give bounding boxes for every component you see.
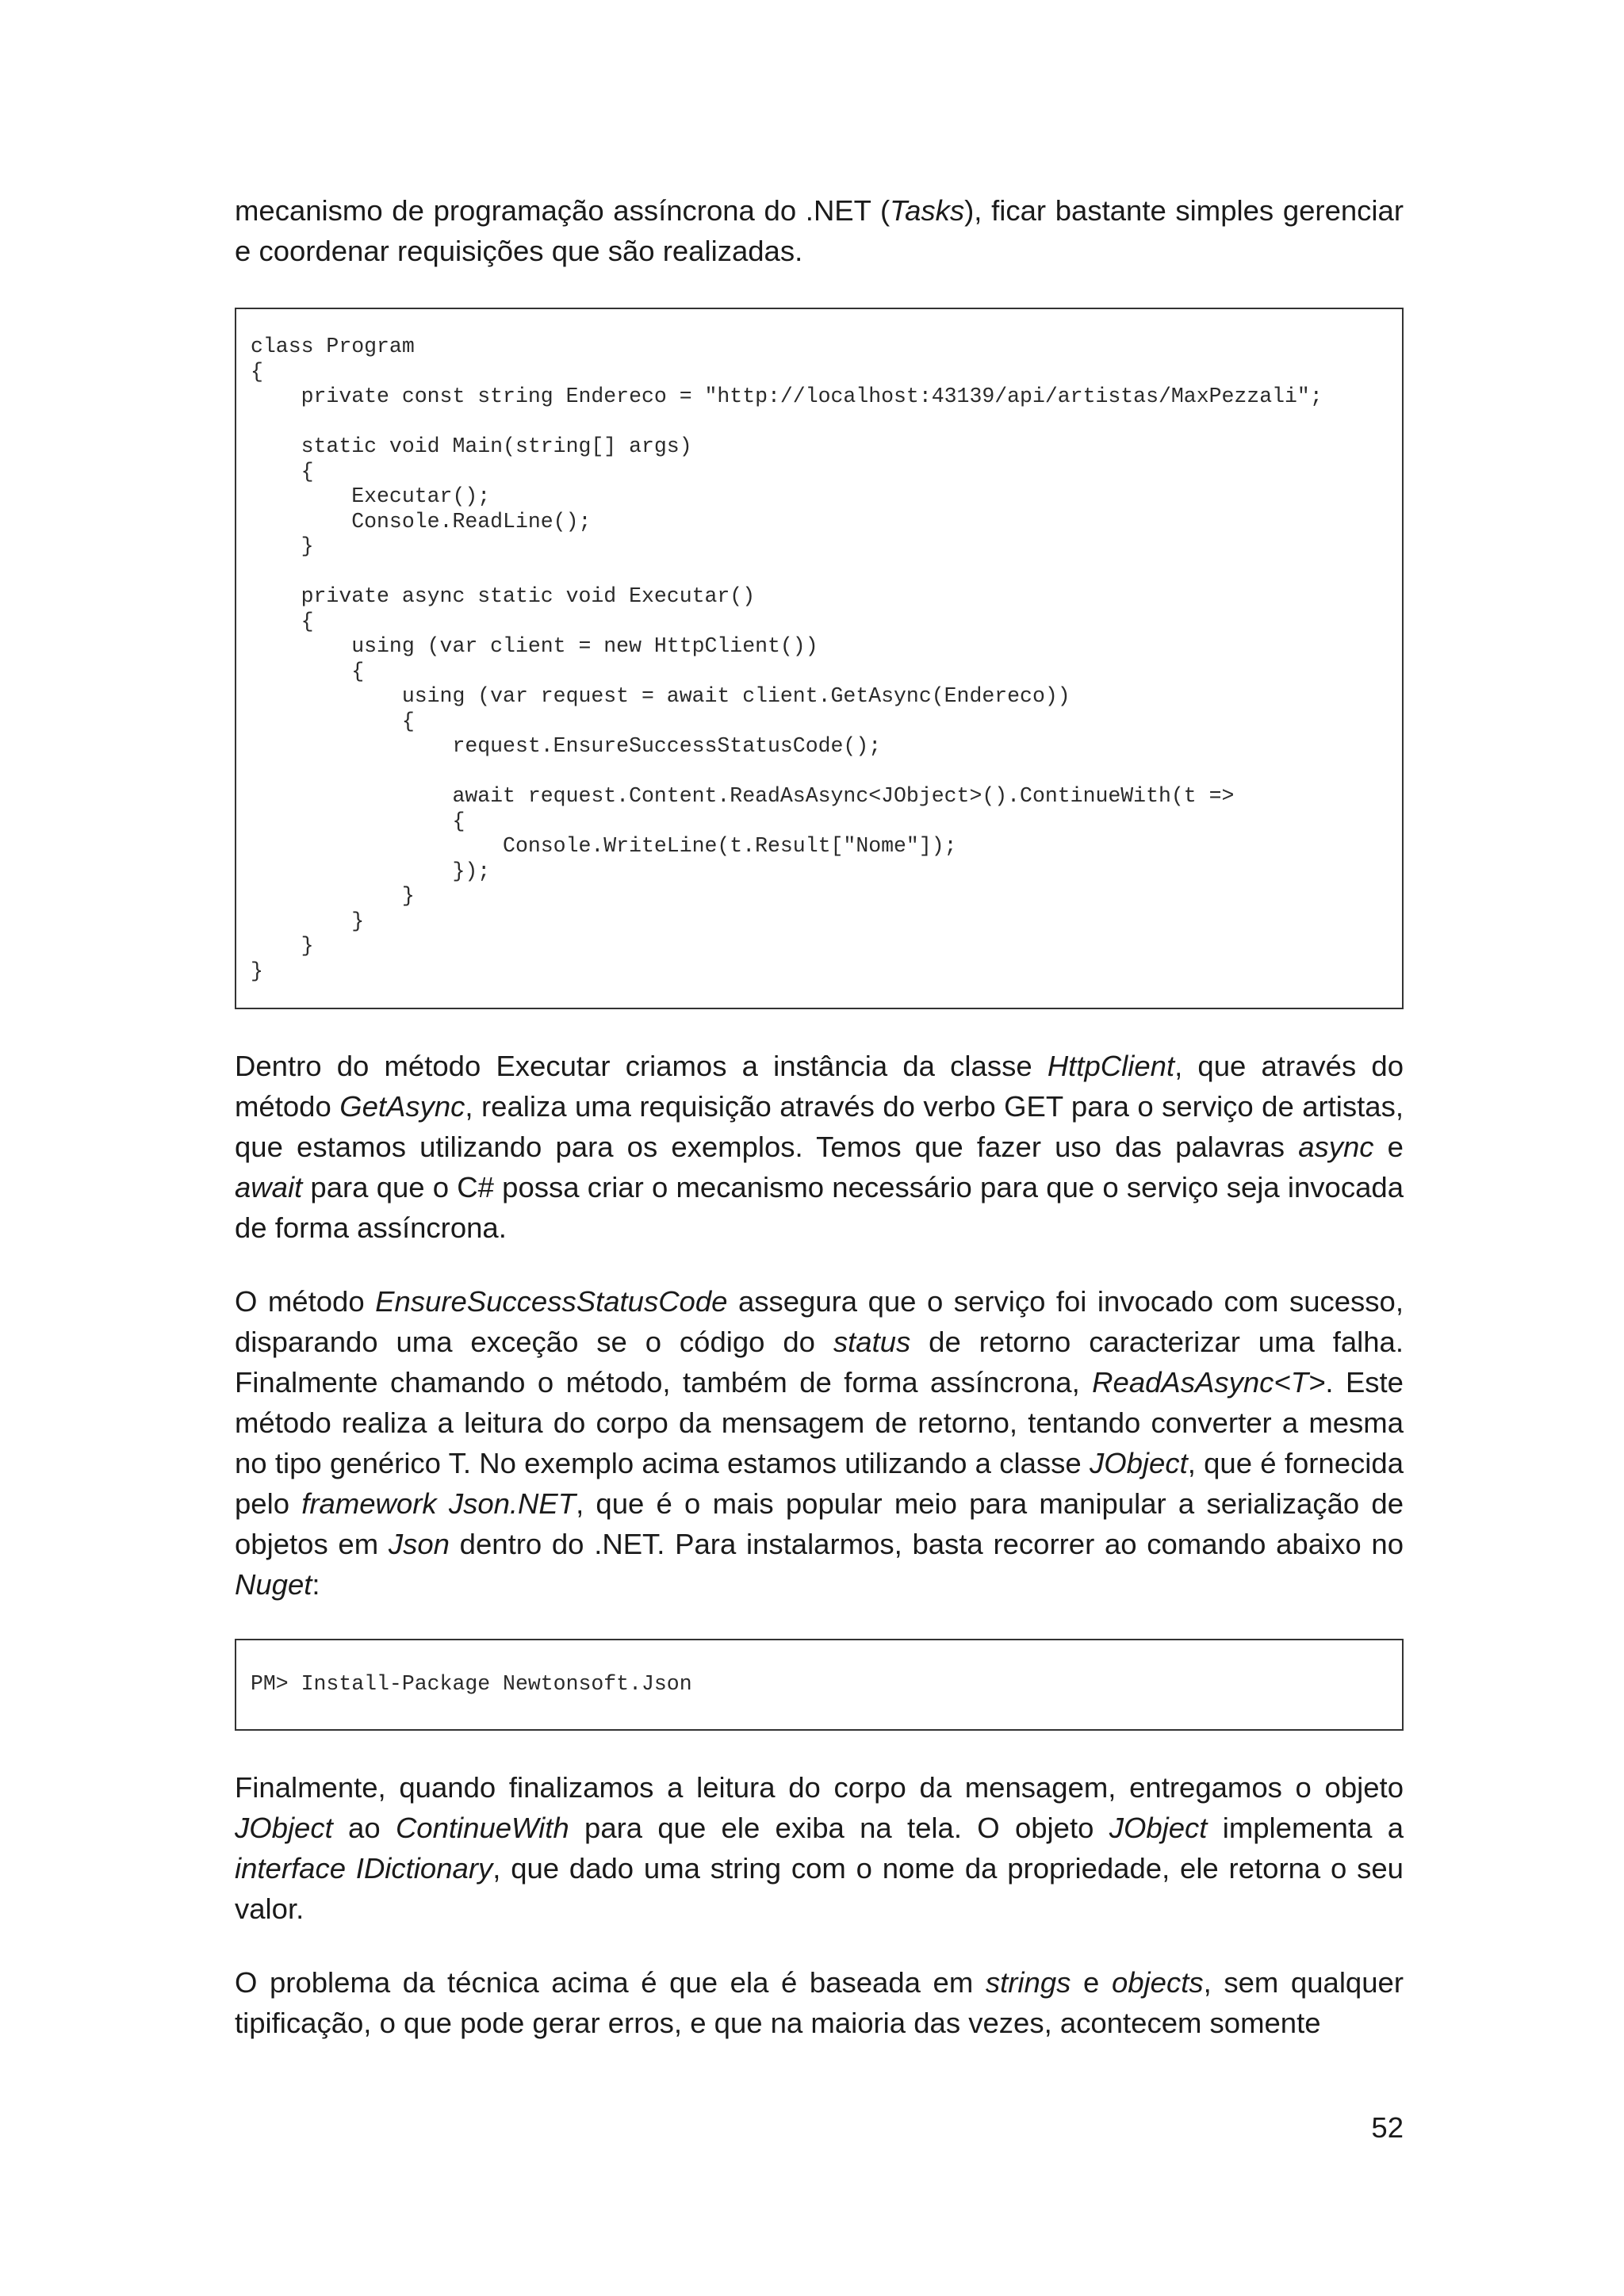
italic-term: framework Json.NET [301, 1487, 576, 1520]
code-line: { [251, 809, 465, 833]
paragraph-problem [235, 1962, 1404, 2043]
text-run: de retorno caracterizar uma falha. Finalmente chamando o método, também de forma assíncrona, [235, 1326, 1404, 1399]
text-run: dentro do .NET. Para instalarmos, basta recorrer ao comando abaixo no [449, 1528, 1404, 1560]
italic-term: ReadAsAsync<T> [1092, 1366, 1326, 1399]
italic-term: Tasks [890, 194, 965, 227]
code-line: class Program [251, 335, 415, 358]
italic-term: objects [1111, 1965, 1204, 1999]
text-run: para que o C# possa criar o mecanismo necessário para que o serviço seja invocada de forma assíncrona. [235, 1171, 1404, 1244]
code-line: } [251, 909, 365, 933]
code-line [251, 560, 1402, 585]
text-run: , que através do método [235, 1050, 1404, 1123]
command-line: PM> Install-Package Newtonsoft.Json [251, 1672, 692, 1696]
code-line [251, 760, 1402, 785]
italic-term: await [235, 1171, 303, 1203]
italic-term: async [1298, 1131, 1374, 1163]
code-line: Executar(); [251, 484, 491, 508]
text-run: O problema da técnica acima é que ela é baseada em [235, 1965, 986, 1999]
italic-term: Nuget [235, 1568, 312, 1601]
code-line: } [251, 534, 314, 558]
page-number: 52 [1371, 2111, 1404, 2144]
text-run: Finalmente, quando finalizamos a leitura do corpo da mensagem, entregamos o objeto [235, 1770, 1404, 1804]
code-line: } [251, 884, 415, 908]
code-line: { [251, 659, 365, 683]
text-run: Dentro do método Executar criamos a instância da classe [235, 1050, 1048, 1082]
text-run: para que ele exiba na tela. O objeto [569, 1811, 1109, 1844]
paragraph-executar [235, 1046, 1404, 1248]
code-line: using (var client = new HttpClient()) [251, 634, 818, 658]
text-run: , sem qualquer tipificação, o que pode gerar erros, e que na maioria das vezes, acontecem somente [235, 1965, 1404, 2039]
code-line: }); [251, 859, 491, 883]
code-line: using (var request = await client.GetAsync(Endereco)) [251, 684, 1071, 708]
italic-term: JObject [1089, 1447, 1188, 1479]
code-block-install-command [235, 1639, 1404, 1731]
italic-term: interface IDictionary [235, 1851, 493, 1885]
paragraph-continuewith [235, 1767, 1404, 1929]
code-line: Console.WriteLine(t.Result["Nome"]); [251, 834, 957, 858]
text-run: e [1071, 1965, 1112, 1999]
code-line: private async static void Executar() [251, 584, 756, 608]
page-content [235, 190, 1404, 2043]
text-run: , que é o mais popular meio para manipular a serialização de objetos em [235, 1487, 1404, 1560]
text-run: , que dado uma string com o nome da propriedade, ele retorna o seu valor. [235, 1851, 1404, 1925]
text-run: implementa a [1207, 1811, 1404, 1844]
text-run: assegura que o serviço foi invocado com sucesso, disparando uma exceção se o código do [235, 1285, 1404, 1358]
italic-term: JObject [1109, 1811, 1208, 1844]
code-line: } [251, 934, 314, 958]
text-run: . Este método realiza a leitura do corpo da mensagem de retorno, tentando converter a mesma no tipo genérico T. No exemplo acima estamos utilizando a classe [235, 1366, 1404, 1479]
code-line: await request.Content.ReadAsAsync<JObject>().ContinueWith(t => [251, 784, 1235, 808]
text-run: O método [235, 1285, 376, 1318]
italic-term: Json [388, 1528, 450, 1560]
italic-term: JObject [235, 1811, 333, 1844]
italic-term: status [833, 1326, 911, 1358]
code-line: { [251, 359, 263, 384]
italic-term: GetAsync [339, 1090, 465, 1123]
text-run: mecanismo de programação assíncrona do .NET ( [235, 194, 891, 227]
italic-term: ContinueWith [395, 1811, 569, 1844]
text-run: , que é fornecida pelo [235, 1447, 1404, 1520]
paragraph-intro [235, 190, 1404, 271]
code-line: { [251, 459, 314, 484]
code-line [251, 410, 1402, 435]
italic-term: strings [985, 1965, 1071, 1999]
text-run: ), ficar bastante simples gerenciar e coordenar requisições que são realizadas. [235, 194, 1404, 267]
text-run: e [1373, 1131, 1404, 1163]
text-run: , realiza uma requisição através do verbo GET para o serviço de artistas, que estamos utilizando para os exemplos. Temos que fazer uso das palavras [235, 1090, 1404, 1163]
code-block-program [235, 308, 1404, 1009]
code-line: { [251, 609, 314, 633]
code-line: private const string Endereco = "http://localhost:43139/api/artistas/MaxPezzali"; [251, 385, 1323, 408]
italic-term: EnsureSuccessStatusCode [375, 1285, 728, 1318]
code-line: static void Main(string[] args) [251, 434, 692, 458]
italic-term: HttpClient [1047, 1050, 1175, 1082]
paragraph-ensure-success [235, 1281, 1404, 1605]
text-run: ao [332, 1811, 396, 1844]
code-line: { [251, 709, 415, 733]
text-run: : [312, 1568, 320, 1601]
code-listing [251, 335, 1402, 984]
code-line: request.EnsureSuccessStatusCode(); [251, 734, 882, 758]
code-line: } [251, 959, 263, 983]
code-line: Console.ReadLine(); [251, 509, 592, 534]
